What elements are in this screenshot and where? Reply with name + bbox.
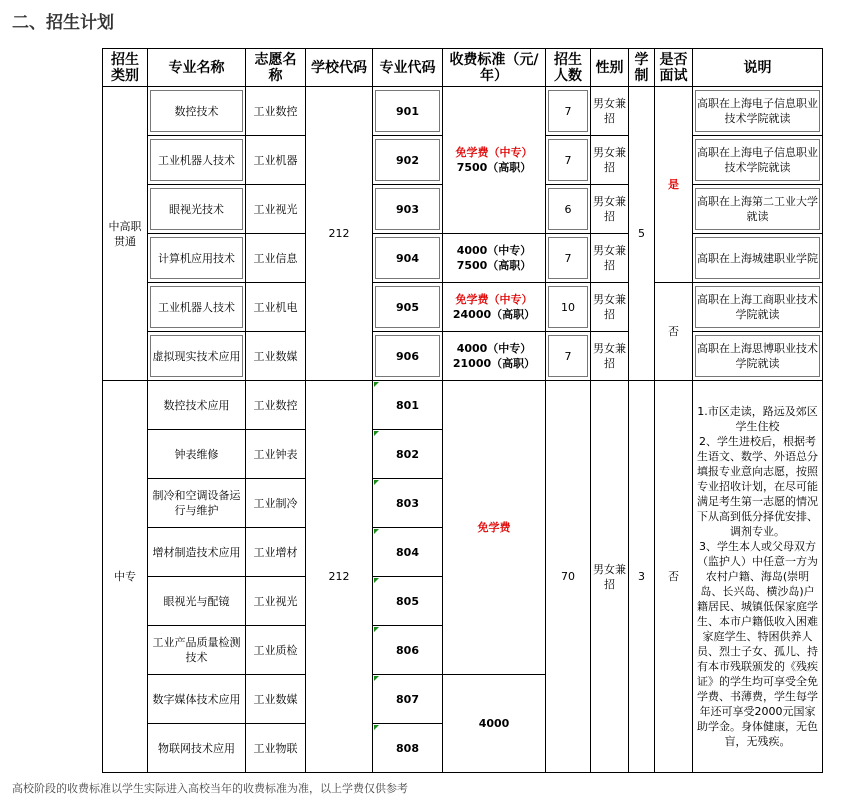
major-name: 工业产品质量检测技术 [148, 626, 246, 675]
major-code: 806 [373, 626, 443, 675]
enrollment-plan-table [102, 48, 823, 773]
major-code: 803 [373, 479, 443, 528]
note: 高职在上海电子信息职业技术学院就读 [695, 90, 820, 132]
fee-paid: 4000 [443, 675, 546, 773]
cell-marker-icon [374, 676, 379, 681]
fee-free: 免学费 [443, 381, 546, 675]
wish-name: 工业机器 [246, 136, 306, 185]
major-code: 906 [375, 335, 440, 377]
gender: 男女兼招 [591, 283, 629, 332]
header-years: 学制 [629, 49, 655, 87]
category-cell: 中专 [103, 381, 148, 773]
note: 高职在上海城建职业学院 [695, 237, 820, 279]
section-title: 二、招生计划 [12, 13, 114, 33]
wish-name: 工业视光 [246, 577, 306, 626]
major-code: 901 [375, 90, 440, 132]
major-name: 眼视光技术 [150, 188, 243, 230]
major-code: 805 [373, 577, 443, 626]
wish-name: 工业视光 [246, 185, 306, 234]
cell-marker-icon [374, 382, 379, 387]
wish-name: 工业数媒 [246, 675, 306, 724]
enroll-count: 6 [548, 188, 588, 230]
fee-cell [443, 234, 546, 283]
header-count: 招生人数 [546, 49, 591, 87]
header-gender: 性别 [591, 49, 629, 87]
enroll-count: 7 [548, 335, 588, 377]
fee-paid-label: 7500（高职） [456, 161, 532, 174]
header-fee: 收费标准（元/年） [443, 49, 546, 87]
header-wish: 志愿名称 [246, 49, 306, 87]
note: 高职在上海电子信息职业技术学院就读 [695, 139, 820, 181]
fee-line: 21000（高职） [452, 357, 536, 370]
major-code: 905 [375, 286, 440, 328]
major-name: 虚拟现实技术应用 [150, 335, 243, 377]
category-cell: 中高职贯通 [103, 87, 148, 381]
cell-marker-icon [374, 431, 379, 436]
major-code: 904 [375, 237, 440, 279]
fee-free-label: 免学费（中专） [455, 293, 533, 306]
interview-yes: 是 [655, 87, 693, 283]
cell-marker-icon [374, 627, 379, 632]
header-notes: 说明 [693, 49, 823, 87]
wish-name: 工业物联 [246, 724, 306, 773]
wish-name: 工业数控 [246, 87, 306, 136]
cell-marker-icon [374, 578, 379, 583]
table-row [103, 381, 823, 430]
header-row [103, 49, 823, 87]
years: 5 [629, 87, 655, 381]
major-name: 数控技术 [150, 90, 243, 132]
major-name: 物联网技术应用 [148, 724, 246, 773]
fee-line: 4000（中专） [456, 244, 532, 257]
fee-line: 4000（中专） [456, 342, 532, 355]
cell-marker-icon [374, 529, 379, 534]
major-name: 工业机器人技术 [150, 139, 243, 181]
cell-marker-icon [374, 480, 379, 485]
major-name: 工业机器人技术 [150, 286, 243, 328]
major-name: 眼视光与配镜 [148, 577, 246, 626]
major-code: 902 [375, 139, 440, 181]
wish-name: 工业制冷 [246, 479, 306, 528]
wish-name: 工业数控 [246, 381, 306, 430]
table-row [103, 87, 823, 136]
gender: 男女兼招 [591, 332, 629, 381]
gender: 男女兼招 [591, 234, 629, 283]
major-code: 807 [373, 675, 443, 724]
wish-name: 工业信息 [246, 234, 306, 283]
fee-cell [443, 332, 546, 381]
school-code: 212 [306, 381, 373, 773]
fee-paid-label: 24000（高职） [452, 308, 536, 321]
note: 高职在上海第二工业大学就读 [695, 188, 820, 230]
enroll-count: 70 [546, 381, 591, 773]
fee-line: 7500（高职） [456, 259, 532, 272]
major-name: 数控技术应用 [148, 381, 246, 430]
gender: 男女兼招 [591, 185, 629, 234]
wish-name: 工业质检 [246, 626, 306, 675]
major-name: 增材制造技术应用 [148, 528, 246, 577]
note-long: 1.市区走读，路远及郊区学生住校 2、学生进校后，根据考生语文、数学、外语总分填报专业意向志愿，按照专业招收计划，在尽可能满足考生第一志愿的情况下从高到低分择优安排、调剂专业。 3、学生本人或父母双方（监护人）中任意一方为农村户籍、海岛(崇明岛、长兴岛、横沙岛)户籍居民、城镇低保家庭学生、本市户籍低收入困难家庭学生、特困供养人员、烈士子女、孤儿、持有本市残联颁发的《残疾证》的学生均可享受全免学费、书薄费，学生每学年还可享受2000元国家助学金。身体健康，无色盲，无残疾。 [693, 381, 823, 773]
enroll-count: 7 [548, 90, 588, 132]
fee-cell [443, 87, 546, 234]
footer-note: 高校阶段的收费标准以学生实际进入高校当年的收费标准为准，以上学费仅供参考 [12, 782, 408, 795]
gender: 男女兼招 [591, 136, 629, 185]
header-major: 专业名称 [148, 49, 246, 87]
enroll-count: 7 [548, 237, 588, 279]
major-code: 802 [373, 430, 443, 479]
header-category: 招生类别 [103, 49, 148, 87]
major-code: 804 [373, 528, 443, 577]
enroll-count: 7 [548, 139, 588, 181]
major-code: 903 [375, 188, 440, 230]
cell-marker-icon [374, 725, 379, 730]
note: 高职在上海思博职业技术学院就读 [695, 335, 820, 377]
header-school-code: 学校代码 [306, 49, 373, 87]
fee-cell [443, 283, 546, 332]
table-row [103, 332, 823, 381]
gender: 男女兼招 [591, 381, 629, 773]
wish-name: 工业钟表 [246, 430, 306, 479]
wish-name: 工业数媒 [246, 332, 306, 381]
major-name: 钟表维修 [148, 430, 246, 479]
header-major-code: 专业代码 [373, 49, 443, 87]
major-name: 制冷和空调设备运行与维护 [148, 479, 246, 528]
major-code: 801 [373, 381, 443, 430]
school-code: 212 [306, 87, 373, 381]
fee-free-label: 免学费（中专） [455, 146, 533, 159]
wish-name: 工业机电 [246, 283, 306, 332]
major-name: 数字媒体技术应用 [148, 675, 246, 724]
header-interview: 是否面试 [655, 49, 693, 87]
enroll-count: 10 [548, 286, 588, 328]
interview-no: 否 [655, 381, 693, 773]
major-code: 808 [373, 724, 443, 773]
wish-name: 工业增材 [246, 528, 306, 577]
note: 高职在上海工商职业技术学院就读 [695, 286, 820, 328]
table-row [103, 234, 823, 283]
years: 3 [629, 381, 655, 773]
table-row [103, 283, 823, 332]
major-name: 计算机应用技术 [150, 237, 243, 279]
gender: 男女兼招 [591, 87, 629, 136]
interview-no: 否 [655, 283, 693, 381]
